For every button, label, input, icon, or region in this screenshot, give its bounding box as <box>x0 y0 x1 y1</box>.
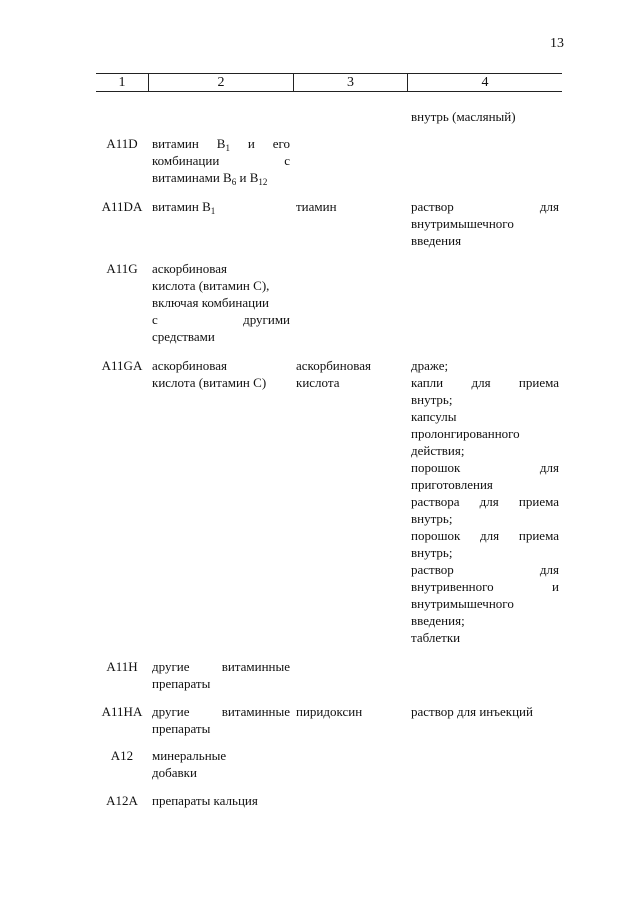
dosage-form: раствор для инъекций <box>411 704 533 719</box>
group-name: препараты кальция <box>152 793 258 808</box>
atc-code: A11DA <box>101 199 143 214</box>
continuation-text: внутрь (масляный) <box>411 109 516 124</box>
group-name: минеральные добавки <box>152 748 227 780</box>
atc-code: A11HA <box>101 704 143 719</box>
page-number: 13 <box>550 36 564 51</box>
group-name: другие витаминные препараты <box>152 659 290 691</box>
column-header-2: 2 <box>217 75 225 90</box>
group-name: витамин $B_1$ и его комбинации с витаминами $B_6$ и $B_{12}$ <box>152 136 290 187</box>
drug-name: пиридоксин <box>296 704 363 719</box>
atc-code: A11G <box>106 261 138 276</box>
drug-name: тиамин <box>296 199 337 214</box>
drug-name: аскорбиновая кислота <box>296 358 371 390</box>
atc-code: A11D <box>106 136 138 151</box>
atc-code: A11H <box>106 659 138 674</box>
group-name: аскорбиновая кислота (витамин С), включая комбинации с другими средствами <box>152 261 290 344</box>
atc-code: A12 <box>110 748 134 763</box>
group-name: другие витаминные препараты <box>152 704 290 736</box>
table-top-rule <box>96 73 562 74</box>
column-header-4: 4 <box>481 75 489 90</box>
group-name: витамин $B_1$ <box>152 199 216 216</box>
atc-code: A11GA <box>101 358 143 373</box>
dosage-form: раствор для внутримышечного введения <box>411 199 559 248</box>
group-name: аскорбиновая кислота (витамин С) <box>152 358 267 390</box>
column-header-1: 1 <box>118 75 126 90</box>
table-header-bottom-rule <box>96 91 562 92</box>
atc-code: A12A <box>106 793 138 808</box>
dosage-form: драже; капли для приема внутрь; капсулы пролонгированного действия; порошок для приготовления раствора для приема внутрь; порошок для приема внутрь; раствор для внутривенного и внутримышечного введения; таблетки <box>411 358 559 645</box>
column-header-3: 3 <box>347 75 354 90</box>
